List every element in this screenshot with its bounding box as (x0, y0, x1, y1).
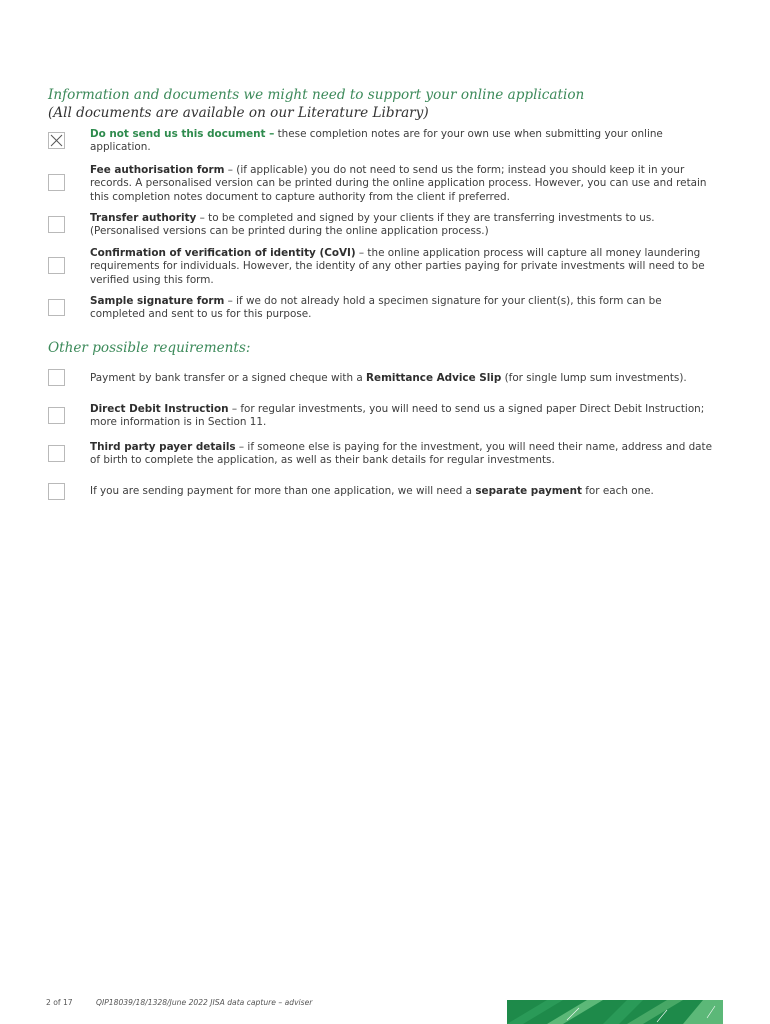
document-text (90, 212, 720, 239)
document-description: – to be completed and signed by your clients if they are transferring investments to us. (Personalised versions can be printed during the online application process.) (90, 212, 655, 238)
document-title: Fee authorisation form (90, 164, 225, 176)
footer-brand-band (507, 1000, 723, 1024)
document-text (90, 295, 720, 322)
page-number: 2 of 17 (46, 998, 73, 1007)
requirement-text (90, 372, 720, 385)
requirement-text-post: (for single lump sum investments). (501, 372, 687, 384)
requirement-text (90, 403, 720, 430)
document-text (90, 247, 720, 287)
checkbox-direct-debit[interactable] (48, 407, 65, 424)
checkbox-covi[interactable] (48, 257, 65, 274)
requirement-text-post: for each one. (581, 485, 654, 497)
requirement-text-post: – for regular investments, you will need to send us a signed paper Direct Debit Instruction; more information is in Section 11. (90, 403, 705, 429)
document-description: – (if applicable) you do not need to send us the form; instead you should keep it in your records. A personalised version can be printed during the online application process. However, you can use and retain this completion notes document to capture authority from the client if preferred. (90, 164, 707, 203)
document-title: Transfer authority (90, 212, 197, 224)
requirement-text (90, 441, 720, 468)
document-description: – if we do not already hold a specimen signature for your client(s), this form can be completed and sent to us for this purpose. (90, 295, 662, 321)
checkbox-do-not-send[interactable] (48, 132, 65, 149)
checkbox-transfer-authority[interactable] (48, 216, 65, 233)
other-requirements-heading: Other possible requirements: (48, 340, 251, 356)
requirement-title: Direct Debit Instruction (90, 403, 229, 415)
requirement-text (90, 485, 720, 498)
requirement-title: Remittance Advice Slip (366, 372, 502, 384)
checkbox-sample-signature[interactable] (48, 299, 65, 316)
document-reference: QIP18039/18/1328/June 2022 JISA data capture – adviser (96, 998, 313, 1007)
heading-line-1: Information and documents we might need to support your online application (48, 87, 585, 103)
section-heading (48, 86, 738, 122)
checkbox-fee-authorisation[interactable] (48, 174, 65, 191)
check-cross-icon (50, 134, 63, 147)
requirement-text-pre: Payment by bank transfer or a signed cheque with a (90, 372, 367, 384)
document-text (90, 164, 720, 204)
heading-line-2: (All documents are available on our Literature Library) (48, 105, 429, 121)
document-description: these completion notes are for your own use when submitting your online application. (90, 128, 663, 154)
requirement-title: separate payment (475, 485, 582, 497)
checkbox-payment[interactable] (48, 369, 65, 386)
document-title: Sample signature form (90, 295, 225, 307)
requirement-text-pre: If you are sending payment for more than one application, we will need a (90, 485, 476, 497)
checkbox-separate-payment[interactable] (48, 483, 65, 500)
document-description: – the online application process will capture all money laundering requirements for individuals. However, the identity of any other parties paying for private investments will need to be verified using this form. (90, 247, 705, 286)
requirement-title: Third party payer details (90, 441, 236, 453)
document-text (90, 128, 720, 155)
document-title: Do not send us this document – (90, 128, 275, 140)
document-title: Confirmation of verification of identity (CoVI) (90, 247, 356, 259)
checkbox-third-party[interactable] (48, 445, 65, 462)
requirement-text-post: – if someone else is paying for the investment, you will need their name, address and date of birth to complete the application, as well as their bank details for regular investments. (90, 441, 713, 467)
